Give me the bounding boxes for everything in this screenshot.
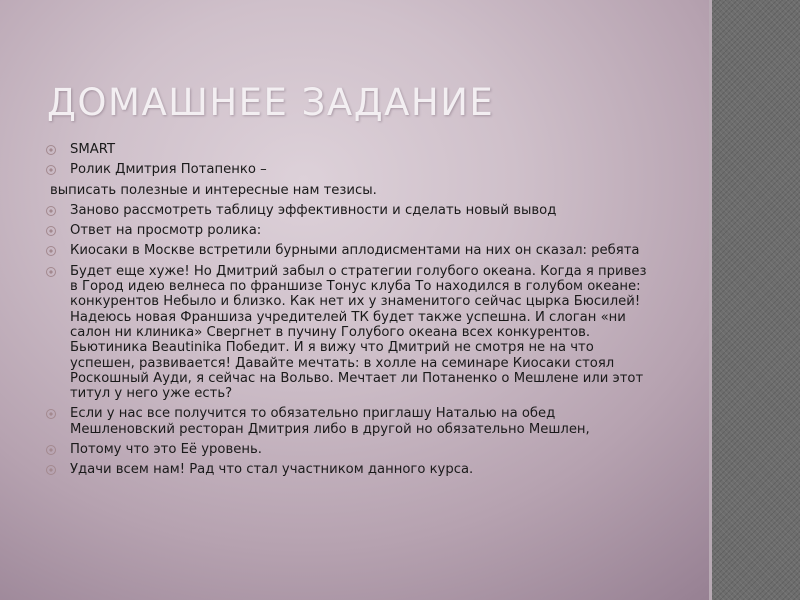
list-item-text: Киосаки в Москве встретили бурными аплодисментами на них он сказал: ребята: [70, 243, 640, 259]
circle-bullet-icon: [46, 145, 56, 155]
decorative-side-strip: [712, 0, 800, 600]
slide-title: ДОМАШНЕЕ ЗАДАНИЕ: [47, 81, 495, 124]
circle-bullet-icon: [46, 409, 56, 419]
list-item: [46, 442, 651, 457]
circle-bullet-icon: [46, 246, 56, 256]
list-item-text: выписать полезные и интересные нам тезисы.: [50, 182, 377, 198]
list-item: [46, 162, 651, 177]
list-item: [46, 243, 651, 258]
list-item-text: Будет еще хуже! Но Дмитрий забыл о стратегии голубого океана. Когда я привез в Город идею велнеса по франшизе Тонус клуба То находился в голубом океане: конкурентов Небыло и близко. Как нет их у знаменитого сейчас цырка Бюсилей! Надеюсь новая Франшиза учредителей ТК будет также успешна. И слоган «ни салон ни клиника» Свергнет в пучину Голубого океана всех конкурентов. Бьютиника Beautinika Победит. И я вижу что Дмитрий не смотря не на что успешен, развивается! Давайте мечтать: в холле на семинаре Киосаки стоял Роскошный Ауди, я сейчас на Вольво. Мечтает ли Потаненко о Мешлене или этот титул у него уже есть?: [70, 263, 647, 402]
circle-bullet-icon: [46, 445, 56, 455]
list-item: [46, 406, 651, 437]
list-item: [46, 183, 651, 198]
list-item-text: SMART: [70, 142, 116, 157]
list-item-text: Ответ на просмотр ролика:: [70, 223, 262, 239]
list-item-text: Заново рассмотреть таблицу эффективности и сделать новый вывод: [70, 202, 557, 218]
list-item-text: Удачи всем нам! Рад что стал участником данного курса.: [70, 462, 474, 478]
list-item: [46, 223, 651, 238]
list-item: [46, 203, 651, 218]
bullet-list: [46, 142, 651, 483]
list-item: [46, 264, 651, 402]
list-item-text: Ролик Дмитрия Потапенко –: [70, 162, 267, 178]
list-item: [46, 142, 651, 157]
list-item: [46, 462, 651, 477]
list-item-text: Если у нас все получится то обязательно приглашу Наталью на обед Мешленовский ресторан Дмитрия либо в другой но обязательно Мешлен,: [70, 406, 590, 437]
circle-bullet-icon: [46, 226, 56, 236]
list-item-text: Потому что это Её уровень.: [70, 442, 262, 458]
circle-bullet-icon: [46, 267, 56, 277]
circle-bullet-icon: [46, 165, 56, 175]
circle-bullet-icon: [46, 206, 56, 216]
circle-bullet-icon: [46, 465, 56, 475]
